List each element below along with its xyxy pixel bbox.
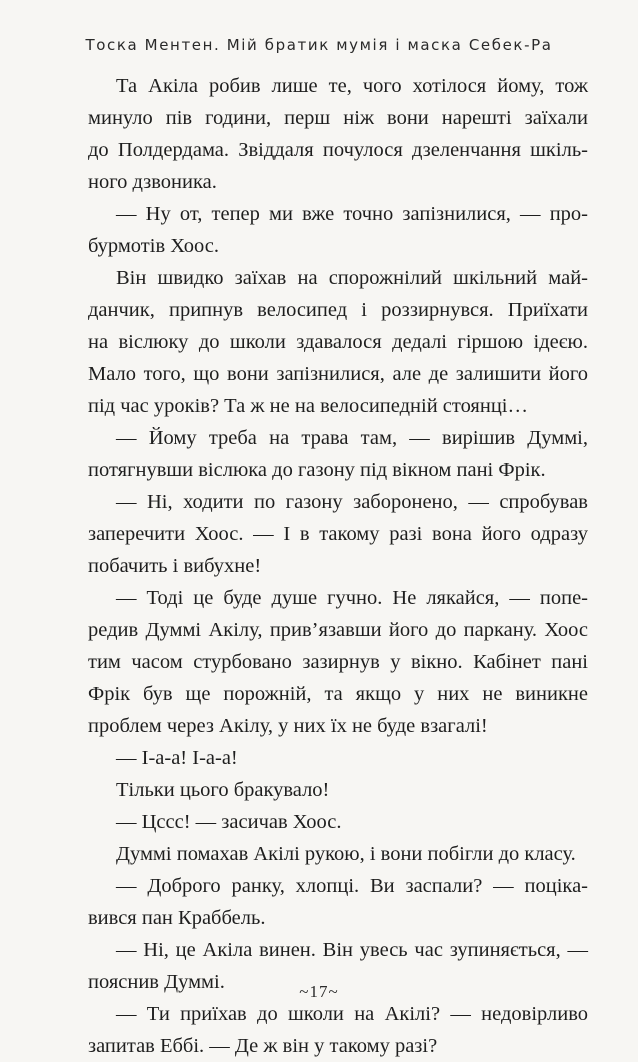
text-line: — Ну от, тепер ми вже точно запізнилися, — про- — [116, 203, 588, 225]
text-line: до Полдердама. Звіддаля почулося дзеленчання шкіль- — [88, 139, 588, 161]
text-line: Він швидко заїхав на спорожнілий шкільний май- — [116, 267, 588, 289]
text-line: данчик, припнув велосипед і роззирнувся. Приїхати — [88, 299, 588, 321]
text-line: — Цссс! — засичав Хоос. — [116, 811, 342, 833]
text-line: проблем через Акілу, у них їх не буде взагалі! — [88, 715, 488, 737]
text-line: — Ні, це Акіла винен. Він увесь час зупиняється, — — [116, 939, 588, 961]
text-line: ного дзвоника. — [88, 171, 217, 193]
text-line: побачить і вибухне! — [88, 555, 262, 577]
page-number: ~17~ — [299, 982, 339, 1001]
text-line: Фрік був ще порожній, та якщо у них не виникне — [88, 683, 588, 705]
text-line: — Йому треба на трава там, — вирішив Думмі, — [116, 427, 588, 449]
text-line: — Ні, ходити по газону заборонено, — спробував — [116, 491, 588, 513]
text-line: минуло пів години, перш ніж вони нарешті заїхали — [88, 107, 588, 129]
text-line: Думмі помахав Акілі рукою, і вони побігли до класу. — [116, 843, 576, 865]
text-line: тим часом стурбовано зазирнув у вікно. Кабінет пані — [88, 651, 588, 673]
text-line: бурмотів Хоос. — [88, 235, 219, 257]
text-line: — Тоді це буде душе гучно. Не лякайся, — попе- — [116, 587, 588, 609]
running-header-title: Тоска Ментен. Мій братик мумія і маска Себек-Ра — [85, 36, 553, 54]
text-line: вився пан Краббель. — [88, 907, 266, 929]
text-line: — І-а-а! І-а-а! — [116, 747, 238, 769]
text-line: заперечити Хоос. — І в такому разі вона його одразу — [88, 523, 588, 545]
text-line: потягнувши віслюка до газону під вікном пані Фрік. — [88, 459, 546, 481]
text-line: редив Думмі Акілу, прив’язавши його до паркану. Хоос — [88, 619, 588, 641]
text-line: під час уроків? Та ж не на велосипедній стоянці… — [88, 395, 528, 417]
body-text — [88, 70, 588, 1062]
text-line: Та Акіла робив лише те, чого хотілося йому, тож — [116, 75, 588, 97]
text-line: — Доброго ранку, хлопці. Ви заспали? — поціка- — [116, 875, 588, 897]
text-line: — Ти приїхав до школи на Акілі? — недовірливо — [116, 1003, 588, 1025]
text-line: Тільки цього бракувало! — [116, 779, 330, 801]
text-line: на віслюку до школи здавалося дедалі гіршою ідеєю. — [88, 331, 588, 353]
text-line: Мало того, що вони запізнилися, але де залишити його — [88, 363, 588, 385]
text-line: пояснив Думмі. — [88, 971, 225, 993]
text-line: запитав Еббі. — Де ж він у такому разі? — [88, 1035, 438, 1057]
